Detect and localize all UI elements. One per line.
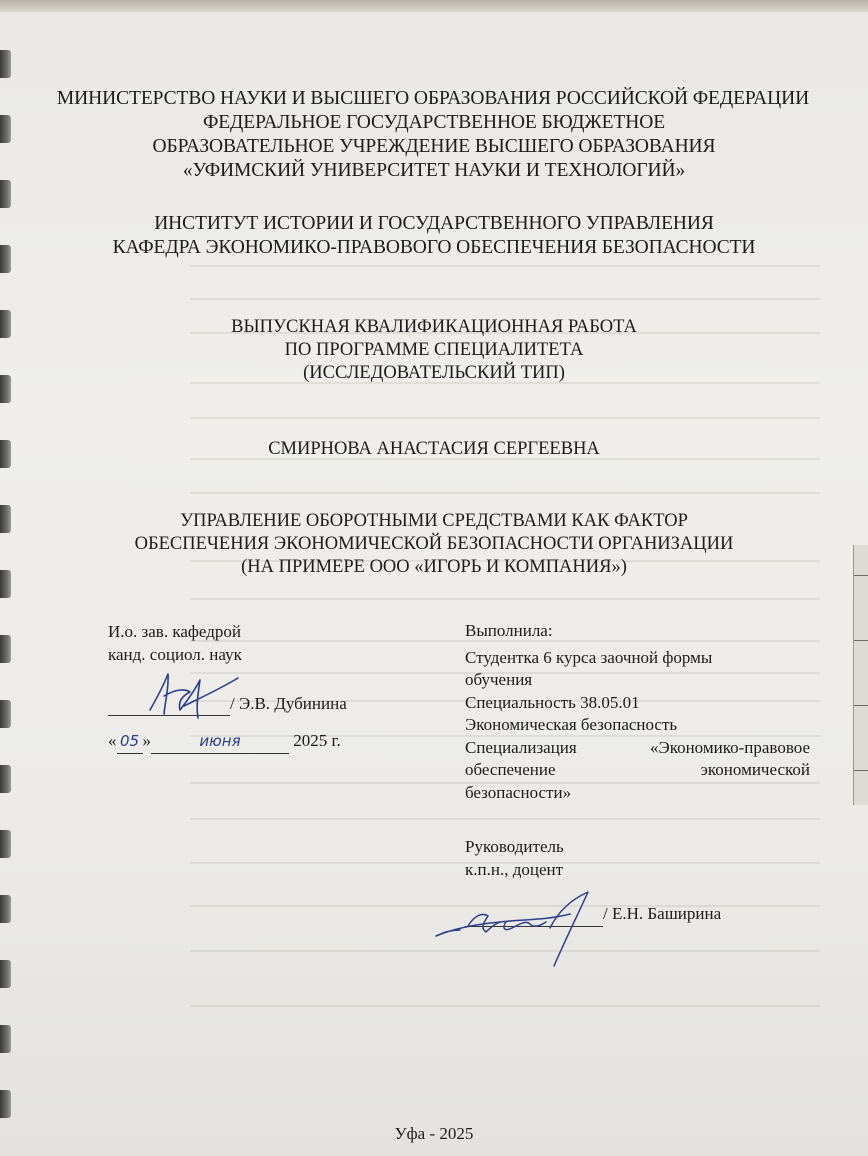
- performer-specialization-3: безопасности»: [465, 782, 572, 802]
- topic-line-2: ОБЕСПЕЧЕНИЯ ЭКОНОМИЧЕСКОЙ БЕЗОПАСНОСТИ ОРГАНИЗАЦИИ: [134, 534, 734, 554]
- performer-status-2: обучения: [465, 670, 533, 689]
- spiral-binding: [0, 40, 16, 1156]
- specialization-word: Специализация: [465, 737, 577, 757]
- header: [0, 87, 868, 183]
- department-name: КАФЕДРА ЭКОНОМИКО-ПРАВОВОГО ОБЕСПЕЧЕНИЯ БЕЗОПАСНОСТИ: [112, 237, 756, 258]
- topic-line-1: УПРАВЛЕНИЕ ОБОРОТНЫМИ СРЕДСТВАМИ КАК ФАКТОР: [180, 511, 688, 531]
- date-open-quote: «: [108, 731, 117, 750]
- supervisor-degree: к.п.н., доцент: [465, 859, 564, 879]
- university-name: «УФИМСКИЙ УНИВЕРСИТЕТ НАУКИ И ТЕХНОЛОГИЙ»: [182, 160, 686, 181]
- signature-blank: [108, 692, 230, 716]
- date-year: 2025 г.: [293, 731, 341, 750]
- work-type: [0, 316, 868, 385]
- federal-line-2: ОБРАЗОВАТЕЛЬНОЕ УЧРЕЖДЕНИЕ ВЫСШЕГО ОБРАЗОВАНИЯ: [152, 136, 716, 157]
- work-type-line-1: ВЫПУСКНАЯ КВАЛИФИКАЦИОННАЯ РАБОТА: [231, 317, 637, 337]
- head-degree: канд. социол. наук: [108, 645, 242, 664]
- performer-label: Выполнила:: [465, 621, 553, 640]
- performer-status-1: Студентка 6 курса заочной формы: [465, 647, 713, 667]
- city-year-footer: Уфа - 2025: [394, 1124, 474, 1143]
- performer-specialization-1: [465, 737, 810, 760]
- performer-specialization-2: [465, 759, 810, 782]
- paper-top-edge: [0, 0, 868, 12]
- performer-specialty: Специальность 38.05.01: [465, 692, 640, 712]
- institute-name: ИНСТИТУТ ИСТОРИИ И ГОСУДАРСТВЕННОГО УПРАВЛЕНИЯ: [154, 213, 714, 234]
- specialization-word-2: обеспечение: [465, 760, 556, 779]
- date-month: июня: [151, 730, 289, 754]
- next-page-edge: [853, 545, 868, 805]
- specialization-word-3: экономической: [700, 760, 810, 779]
- work-type-line-3: (ИССЛЕДОВАТЕЛЬСКИЙ ТИП): [303, 363, 565, 383]
- ministry-line: МИНИСТЕРСТВО НАУКИ И ВЫСШЕГО ОБРАЗОВАНИЯ РОССИЙСКОЙ ФЕДЕРАЦИИ: [56, 88, 810, 109]
- head-name: / Э.В. Дубинина: [230, 694, 347, 713]
- head-signature-line: [108, 692, 408, 716]
- author-name: СМИРНОВА АНАСТАСИЯ СЕРГЕЕВНА: [268, 439, 600, 459]
- supervisor-label: Руководитель: [465, 837, 564, 856]
- approval-date: [108, 729, 408, 754]
- performer-specialty-name: Экономическая безопасность: [465, 715, 678, 734]
- head-of-department-block: [108, 620, 408, 754]
- topic-line-3: (НА ПРИМЕРЕ ООО «ИГОРЬ И КОМПАНИЯ»): [241, 557, 627, 577]
- work-type-line-2: ПО ПРОГРАММЕ СПЕЦИАЛИТЕТА: [284, 340, 584, 360]
- thesis-topic: [0, 510, 868, 579]
- supervisor-signature-blank: [465, 903, 603, 927]
- date-day: 05: [117, 730, 143, 754]
- date-close-quote: »: [142, 731, 151, 750]
- institute-block: [0, 212, 868, 260]
- specialization-name-start: «Экономико-правовое: [649, 737, 810, 757]
- supervisor-name: / Е.Н. Баширина: [603, 904, 722, 923]
- supervisor-signature-line: [465, 903, 810, 927]
- head-position: И.о. зав. кафедрой: [108, 622, 241, 641]
- federal-line-1: ФЕДЕРАЛЬНОЕ ГОСУДАРСТВЕННОЕ БЮДЖЕТНОЕ: [202, 112, 666, 133]
- performer-block: [465, 620, 810, 927]
